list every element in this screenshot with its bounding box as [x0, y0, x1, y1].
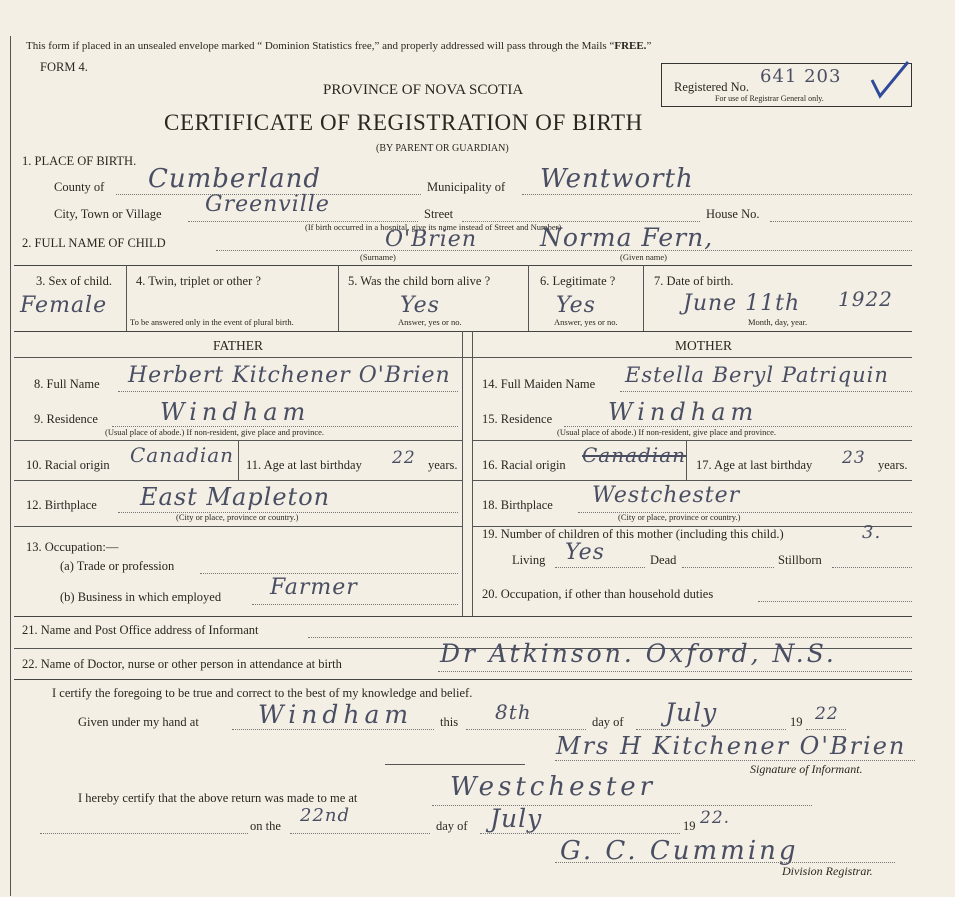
- certify-statement: I certify the foregoing to be true and correct to the best of my knowledge and belief.: [52, 686, 473, 700]
- occupation-label: 13. Occupation:—: [26, 540, 119, 554]
- father-birthplace: East Mapleton: [140, 483, 331, 511]
- mother-heading: MOTHER: [675, 338, 732, 353]
- twin-label: 4. Twin, triplet or other ?: [136, 274, 261, 288]
- registered-label: Registered No.: [674, 80, 749, 94]
- municipality-value: Wentworth: [540, 164, 694, 194]
- county-label: County of: [54, 180, 105, 194]
- doctor-value: Dr Atkinson. Oxford, N.S.: [440, 639, 837, 668]
- mother-age: 23: [842, 448, 866, 468]
- mother-racial-label: 16. Racial origin: [482, 458, 566, 472]
- given-day: 8th: [495, 700, 532, 724]
- dob-note: Month, day, year.: [748, 317, 808, 327]
- mother-racial: Canadian: [582, 443, 687, 467]
- father-racial-label: 10. Racial origin: [26, 458, 110, 472]
- mother-birthplace: Westchester: [592, 483, 741, 508]
- return-day-of-label: day of: [436, 819, 468, 833]
- place-of-birth-heading: 1. PLACE OF BIRTH.: [22, 154, 137, 168]
- city-label: City, Town or Village: [54, 207, 162, 221]
- dob-label: 7. Date of birth.: [654, 274, 734, 288]
- trade-label: (a) Trade or profession: [60, 559, 175, 573]
- mother-occupation-label: 20. Occupation, if other than household duties: [482, 587, 714, 601]
- municipality-label: Municipality of: [427, 180, 506, 194]
- street-note: (If birth occurred in a hospital, give its name instead of Street and Number): [305, 222, 562, 232]
- province-heading: PROVINCE OF NOVA SCOTIA: [323, 82, 524, 98]
- house-number-label: House No.: [706, 207, 760, 221]
- father-racial: Canadian: [130, 443, 235, 467]
- sex-value: Female: [20, 293, 108, 318]
- living-value: Yes: [565, 540, 605, 565]
- page-title: CERTIFICATE OF REGISTRATION OF BIRTH: [164, 110, 643, 135]
- check-mark-icon: [868, 58, 913, 103]
- subtitle: (BY PARENT OR GUARDIAN): [376, 143, 509, 154]
- father-residence-label: 9. Residence: [34, 412, 98, 426]
- business-label: (b) Business in which employed: [60, 590, 222, 604]
- given-name-caption: (Given name): [620, 252, 667, 262]
- father-birthplace-note: (City or place, province or country.): [176, 512, 299, 522]
- return-place: Westchester: [450, 772, 657, 802]
- dob-month-day: June 11th: [683, 291, 801, 316]
- children-count-label: 19. Number of children of this mother (including this child.): [482, 527, 784, 541]
- doctor-label: 22. Name of Doctor, nurse or other person in attendance at birth: [22, 657, 342, 671]
- mother-name: Estella Beryl Patriquin: [625, 363, 889, 387]
- legitimate-value: Yes: [556, 293, 596, 318]
- father-birthplace-label: 12. Birthplace: [26, 498, 97, 512]
- this-label: this: [440, 715, 459, 729]
- twin-note: To be answered only in the event of plural birth.: [130, 317, 294, 327]
- mother-birthplace-label: 18. Birthplace: [482, 498, 553, 512]
- mother-years: years.: [878, 458, 908, 472]
- mother-residence-label: 15. Residence: [482, 412, 553, 426]
- informant-signature: Mrs H Kitchener O'Brien: [556, 732, 907, 760]
- sex-label: 3. Sex of child.: [36, 274, 113, 288]
- father-residence: Windham: [160, 398, 311, 426]
- father-heading: FATHER: [213, 338, 264, 353]
- mother-name-label: 14. Full Maiden Name: [482, 377, 596, 391]
- mother-birthplace-note: (City or place, province or country.): [618, 512, 741, 522]
- father-age-label: 11. Age at last birthday: [246, 458, 362, 472]
- dead-label: Dead: [650, 553, 677, 567]
- mother-residence-note: (Usual place of abode.) If non-resident, give place and province.: [557, 427, 777, 437]
- year-prefix: 19: [790, 715, 803, 729]
- father-business: Farmer: [270, 575, 358, 600]
- registered-number: 641 203: [760, 66, 842, 87]
- dob-year: 1922: [838, 287, 893, 311]
- informant-label: 21. Name and Post Office address of Informant: [22, 623, 259, 637]
- return-month: July: [490, 804, 543, 833]
- father-name: Herbert Kitchener O'Brien: [128, 363, 451, 388]
- given-year: 22: [815, 704, 839, 724]
- alive-note: Answer, yes or no.: [398, 317, 462, 327]
- stillborn-label: Stillborn: [778, 553, 822, 567]
- father-residence-note: (Usual place of abode.) If non-resident, give place and province.: [105, 427, 325, 437]
- mother-age-label: 17. Age at last birthday: [696, 458, 813, 472]
- given-month: July: [665, 698, 718, 727]
- return-label: I hereby certify that the above return was made to me at: [78, 791, 358, 805]
- father-years: years.: [428, 458, 458, 472]
- registrar-signature: G. C. Cumming: [560, 836, 799, 866]
- alive-label: 5. Was the child born alive ?: [348, 274, 491, 288]
- child-name-label: 2. FULL NAME OF CHILD: [22, 236, 166, 250]
- children-count: 3.: [862, 522, 882, 543]
- father-age: 22: [392, 448, 416, 468]
- given-under-label: Given under my hand at: [78, 715, 199, 729]
- on-the-label: on the: [250, 819, 281, 833]
- day-of-label: day of: [592, 715, 624, 729]
- father-name-label: 8. Full Name: [34, 377, 100, 391]
- form-number: FORM 4.: [40, 60, 88, 74]
- county-value: Cumberland: [148, 164, 321, 194]
- legitimate-note: Answer, yes or no.: [554, 317, 618, 327]
- registrar-caption: Division Registrar.: [782, 864, 873, 878]
- return-day: 22nd: [300, 805, 351, 826]
- return-year: 22.: [700, 808, 731, 828]
- legitimate-label: 6. Legitimate ?: [540, 274, 616, 288]
- left-border: [10, 36, 11, 896]
- child-given-name: Norma Fern,: [540, 223, 714, 252]
- alive-value: Yes: [400, 293, 440, 318]
- given-place: Windham: [258, 700, 414, 729]
- street-label: Street: [424, 207, 454, 221]
- mail-notice: This form if placed in an unsealed envelope marked “ Dominion Statistics free,” and properly addressed will pass through the Mails “FREE.”: [26, 40, 652, 52]
- mother-residence: Windham: [608, 398, 759, 426]
- living-label: Living: [512, 553, 546, 567]
- city-value: Greenville: [205, 192, 330, 217]
- surname-caption: (Surname): [360, 252, 396, 262]
- registrar-note: For use of Registrar General only.: [715, 94, 824, 103]
- child-surname: O'Brien: [385, 227, 477, 252]
- signature-caption: Signature of Informant.: [750, 762, 863, 776]
- return-year-prefix: 19: [683, 819, 696, 833]
